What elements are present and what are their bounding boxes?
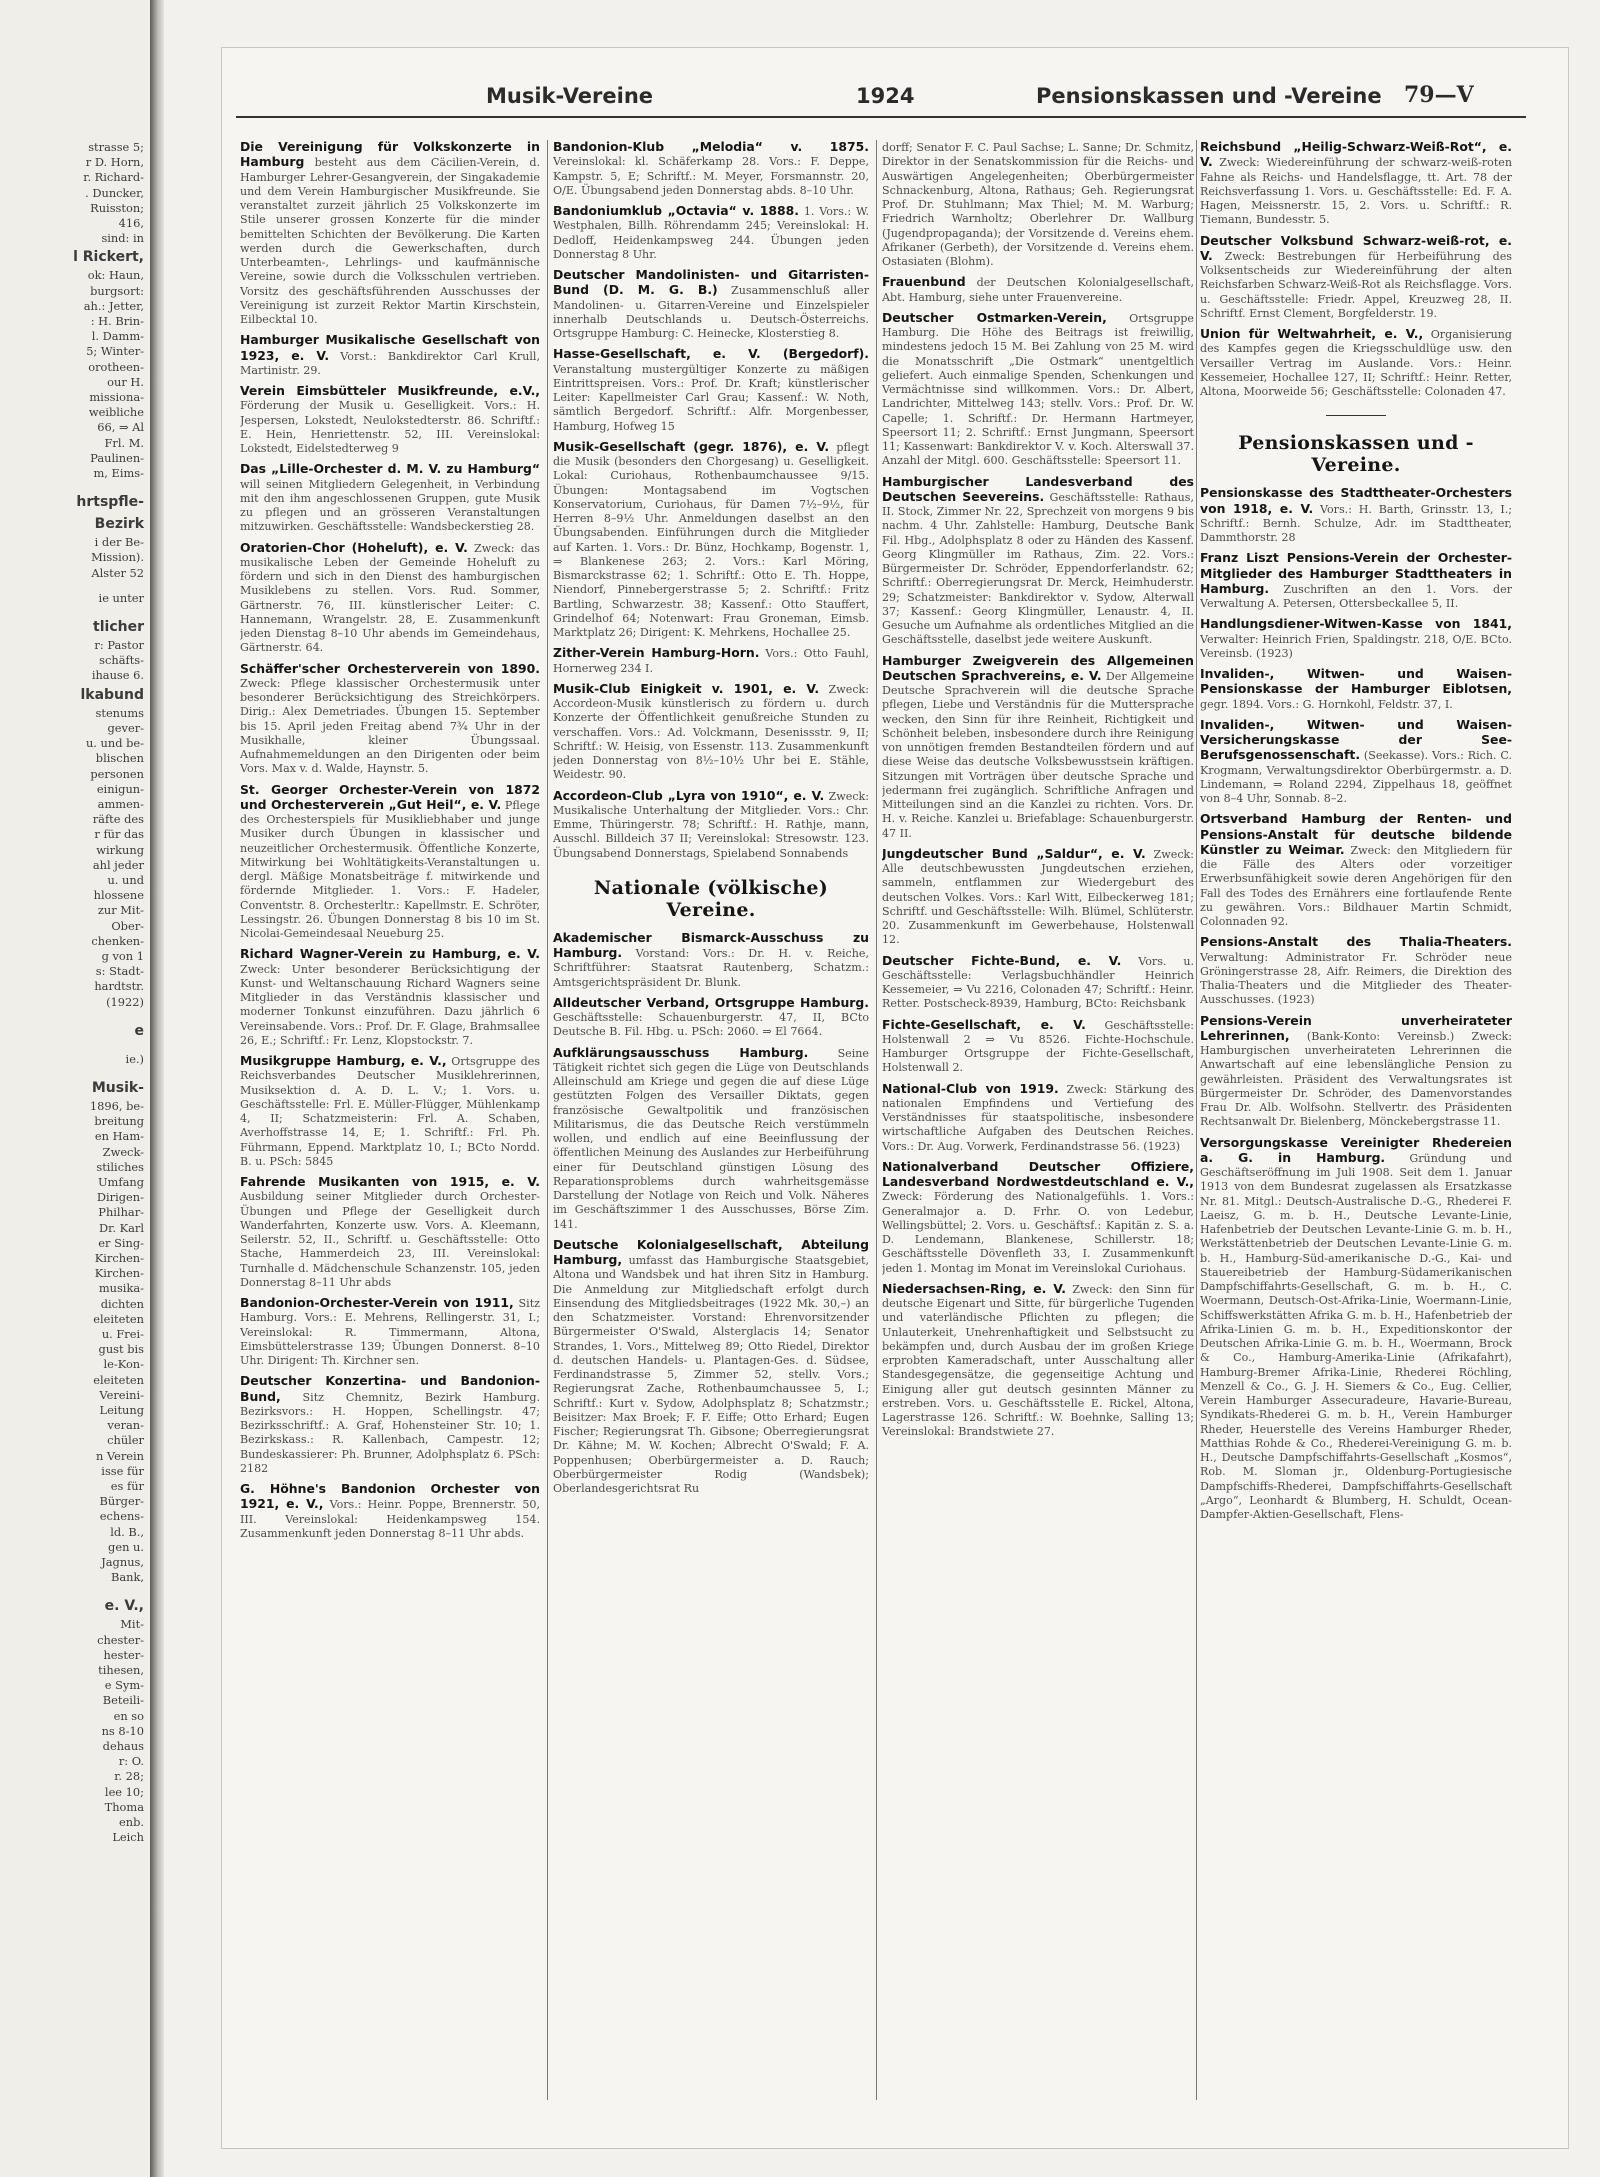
stub-line: hardtstr. <box>94 979 144 994</box>
entry-text: Zweck: Pflege klassischer Orchestermusik unter besonderer Berücksichtigung des Streichkörpers. Dirig.: Alex Demetriades. Übungen 15. September bis 15. April jeden Freitag abend 7¾ Uhr in der Musikhalle, kleiner Übungssaal. Aufnahmemeldungen an den Dirigenten oder beim Vors. Max v. d. Walde, Haynstr. 5. <box>240 676 540 776</box>
entry-text: Zweck: Stärkung des nationalen Empfindens und Vertiefung des Verständnisses für staatspolitische, insbesondere wirtschaftliche Aufgaben des Deutschen Reiches. Vors.: Dr. Aug. Vorwerk, Ferdinandstrasse 56. (1923) <box>882 1082 1194 1153</box>
stub-line: (1922) <box>106 994 144 1009</box>
directory-entry <box>1200 935 1512 1007</box>
directory-entry <box>882 1018 1194 1076</box>
stub-line: s: Stadt- <box>95 964 144 979</box>
section-ornament <box>1326 415 1386 416</box>
entry-text: Organisierung des Kampfes gegen die Kriegsschuldlüge usw. den Versailler Vertrag im Auslande. Vors.: Heinr. Kessemeier, Hochallee 127, II; Schriftf.: Heinr. Retter, Altona, Moorweide 56; Geschäftsstelle: Colonaden 47. <box>1200 328 1512 398</box>
stub-line: Thoma <box>104 1799 144 1814</box>
directory-entry <box>882 1160 1194 1276</box>
entry-text: gegr. 1894. Vors.: G. Hornkohl, Feldstr. 37, I. <box>1200 697 1453 711</box>
entry-heading: Fahrende Musikanten von 1915, e. V. <box>240 1174 540 1189</box>
header-right: Pensionskassen und -Vereine <box>1036 84 1382 108</box>
column-rule <box>547 140 548 2100</box>
entry-heading: Richard Wagner-Verein zu Hamburg, e. V. <box>240 946 540 962</box>
header-left: Musik-Vereine <box>486 84 654 108</box>
stub-line: u. und be- <box>85 736 144 751</box>
directory-entry <box>553 440 869 641</box>
stub-line: weibliche <box>88 405 144 420</box>
entry-text: Vorstand: Vors.: Dr. H. v. Reiche, Schriftführer: Staatsrat Rautenberg, Schatzm.: Amtsgerichtspräsident Dr. Blunk. <box>553 947 869 989</box>
stub-line: schäfts- <box>99 653 144 668</box>
directory-entry <box>553 1238 869 1497</box>
page-number: 79—V <box>1404 82 1474 108</box>
stub-line: er Sing- <box>98 1235 144 1250</box>
entry-heading: Akademischer Bismarck-Ausschuss zu Hamburg. <box>553 929 869 960</box>
stub-line <box>4 1010 144 1020</box>
stub-line: dehaus <box>102 1739 144 1754</box>
directory-entry <box>553 268 869 341</box>
entry-text: Zweck: Musikalische Unterhaltung der Mitglieder. Vors.: Chr. Emme, Thüringerstr. 78; Schriftf.: H. Rathje, mann, Ausschl. Billdeich 37 II; Vereinslokal: Stresowstr. 123. Übungsabend Donnerstags, Spielabend Sonnabends <box>553 789 869 860</box>
stub-line: Dirigen- <box>96 1190 144 1205</box>
stub-line: hester- <box>103 1647 144 1662</box>
entry-heading: Deutscher Fichte-Bund, e. V. <box>882 952 1122 968</box>
stub-line: Dr. Karl <box>99 1220 144 1235</box>
stub-line: en Ham- <box>94 1129 144 1144</box>
adjacent-page-text <box>4 140 144 1846</box>
entry-heading: Deutscher Mandolinisten- und Gitarristen-Bund (D. M. G. B.) <box>553 267 869 298</box>
stub-line: ihause 6. <box>91 668 144 683</box>
entry-text: Vors. u. Geschäftsstelle: Verlagsbuchhändler Heinrich Kessemeier, ⇒ Vu 2216, Colonaden 47; Schriftf.: Heinr. Retter. Postscheck-8939, Hamburg, BCto: Reichsbank <box>882 954 1194 1011</box>
entry-text: Zweck: das musikalische Leben der Gemeinde Hoheluft zu fördern und sich in den Dienst des hamburgischen Musiklebens zu stellen. Vors. Rud. Sommer, Gärtnerstr. 76, III. künstlerischer Leiter: C. Hannemann, Wrangelstr. 28, E. Zusammenkunft jeden Dienstag 8–10 Uhr abends im Gemeindehaus, Gärtnerstr. 64. <box>240 541 540 655</box>
directory-entry <box>553 347 869 434</box>
column-rule <box>1196 140 1197 2100</box>
column-3 <box>882 140 1194 2100</box>
entry-text: Zweck: Förderung des Nationalgefühls. 1. Vors.: Generalmajor a. D. Frhr. O. von Ledebur, Wellingsbüttel; 2. Vors. u. Geschäftsf.: Kapitän z. S. a. D. Lendemann, Blankenese, Schillerstr. 18; Geschäftsstelle Dövenfleth 33, I. Zusammenkunft jeden 1. Montag im Monat im Vereinslokal Curiohaus. <box>882 1190 1194 1275</box>
entry-text: Sitz Hamburg. Vors.: E. Mehrens, Rellingerstr. 31, I.; Vereinslokal: R. Timmermann, Altona, Eimsbüttelerstrasse 139; Übungen Donnerst. 8–10 Uhr. Dirigent: Th. Kirchner sen. <box>240 1297 540 1367</box>
stub-line: Leitung <box>99 1403 144 1418</box>
directory-entry <box>882 954 1194 1012</box>
stub-line: zur Mit- <box>97 903 144 918</box>
adjacent-page-stub <box>0 0 150 2177</box>
directory-entry <box>1200 1136 1512 1523</box>
stub-line: gust bis <box>98 1342 144 1357</box>
stub-line: chester- <box>97 1632 144 1647</box>
stub-line: strasse 5; <box>88 140 144 154</box>
entry-text: Zweck: Bestrebungen für Herbeiführung des Volksentscheids zur Wiedereinführung der alten Reichsfarben Schwarz-Weiß-Rot als Reichsflagge. Vors. u. Geschäftsstelle: Friedr. Appel, Kreuzweg 28, II. Schriftf. Ernst Clement, Borgfelderstr. 19. <box>1200 249 1512 320</box>
stub-line: l Rickert, <box>73 249 144 266</box>
entry-text: Geschäftsstelle: Holstenwall 2 ⇒ Vu 8526. Fichte-Hochschule. Hamburger Ortsgruppe der Fichte-Gesellschaft, Holstenwall 2. <box>882 1018 1194 1075</box>
directory-entry <box>882 847 1194 948</box>
stub-line: tlicher <box>93 619 144 636</box>
stub-line: breitung <box>94 1114 144 1129</box>
stub-line: blischen <box>95 751 144 766</box>
entry-heading: G. Höhne's Bandonion Orchester von 1921, e. V., <box>240 1481 540 1512</box>
directory-entry <box>240 783 540 942</box>
stub-line: wirkung <box>96 842 144 857</box>
stub-line: Bank, <box>110 1570 144 1585</box>
entry-text: dorff; Senator F. C. Paul Sachse; L. Sanne; Dr. Schmitz, Direktor in der Senatskommission für die Reichs- und Auswärtigen Angelegenheiten; Oberbürgermeister Schnackenburg, Altona, Rathaus; Geh. Regierungsrat Prof. Dr. Stuhlmann; Max Thiel; M. M. Warburg; Friedrich Warnholtz; Oberlehrer Dr. Wallburg (Jugendpropaganda); der Vorsitzende d. Vereins ehem. Afrikaner (Gerbeth), der Vorsitzende d. Vereins ehem. Ostasiaten (Blohm). <box>882 141 1194 268</box>
stub-line: u. Frei- <box>101 1327 144 1341</box>
entry-heading: Handlungsdiener-Witwen-Kasse von 1841, <box>1200 616 1512 632</box>
stub-line: u. und <box>107 872 144 887</box>
stub-line: r: O. <box>118 1754 144 1769</box>
stub-line: e <box>134 1022 144 1039</box>
directory-entry <box>1200 140 1512 228</box>
entry-text: Verwalter: Heinrich Frien, Spaldingstr. 218, O/E. BCto. Vereinsb. (1923) <box>1200 632 1512 660</box>
entry-text: Pflege des Orchesterspiels für Musikliebhaber und junge Musiker durch Übungen in klassischer und neuzeitlicher Orchestermusik. Öffentliche Konzerte, Mitwirkung bei Wohltätigkeits-Veranstaltungen u. dergl. Mäßige Monatsbeiträge f. mitwirkende und fördernde Mitglieder. 1. Vors.: F. Hadeler, Conventstr. 8. Orchesterltr.: Kapellmstr. E. Schröter, Lessingstr. 26. Übungen Donnerstag 8 bis 10 im St. Nicolai-Gemeindesaal Neueburg 25. <box>240 798 540 940</box>
directory-entry <box>1200 812 1512 929</box>
entry-text: Zuschriften an den 1. Vors. der Verwaltung A. Petersen, Ottersbeckallee 5, II. <box>1200 582 1512 610</box>
entry-text: Zweck: Accordeon-Musik künstlerisch zu fördern u. durch Konzerte der Öffentlichkeit genußreiche Stunden zu verschaffen. Vors.: Ad. Volckmann, Desenissstr. 9, II; Schriftf.: W. Heisig, von Essenstr. 113. Zusammenkunft jeden Donnerstag von 8½–10½ Uhr bei E. Stähle, Weidestr. 90. <box>553 682 869 782</box>
directory-entry <box>240 1175 540 1290</box>
stub-line: eleiteten <box>93 1372 144 1387</box>
entry-text: Vorst.: Bankdirektor Carl Krull, Martinistr. 29. <box>240 349 540 377</box>
stub-line: en so <box>113 1708 144 1723</box>
stub-line: hrtspfle- <box>76 494 144 511</box>
entry-text: (Seekasse). Vors.: Rich. C. Krogmann, Verwaltungsdirektor Oberbürgermstr. a. D. Lindemann, ⇒ Roland 2294, Zippelhaus 18, geöffnet von 8–4 Uhr, Sonnab. 8–2. <box>1200 749 1512 805</box>
stub-line <box>4 481 144 491</box>
stub-line: Jagnus, <box>101 1555 144 1570</box>
stub-line: Mission). <box>91 550 144 565</box>
stub-line: missiona- <box>89 390 144 405</box>
directory-entry <box>882 475 1194 648</box>
entry-text: Zweck: Alle deutschbewussten Jungdeutschen erziehen, sammeln, entflammen zur Wiedergeburt des deutschen Volkes. Vors.: Karl Witt, Eilbeckerweg 181; Schriftf. und Geschäftsstelle: Wilh. Blümel, Schlüterstr. 20. Zusammenkunft im Gewerbehause, Holstenwall 12. <box>882 847 1194 947</box>
stub-line: ns 8-10 <box>101 1723 144 1738</box>
entry-heading: Bandonion-Klub „Melodia“ v. 1875. <box>553 140 869 154</box>
binding-shadow <box>150 0 164 2177</box>
stub-line: Ober- <box>111 918 144 933</box>
stub-line: hlossene <box>93 888 144 903</box>
entry-heading: Das „Lille-Orchester d. M. V. zu Hamburg“ <box>240 461 540 477</box>
entry-heading: Zither-Verein Hamburg-Horn. <box>553 645 760 661</box>
directory-entry <box>240 462 540 534</box>
entry-heading: Nationalverband Deutscher Offiziere, Landesverband Nordwestdeutschland e. V., <box>882 1158 1194 1189</box>
directory-entry <box>1200 486 1512 545</box>
entry-text: Vors.: H. Barth, Grinsstr. 13, I.; Schriftf.: Bernh. Schulze, Adr. im Stadttheater, Dammthorstr. 28 <box>1200 502 1512 544</box>
directory-entry <box>882 1082 1194 1154</box>
stub-line: Zweck- <box>102 1144 144 1159</box>
entry-heading: Deutscher Volksbund Schwarz-weiß-rot, e. V. <box>1200 232 1512 263</box>
stub-line: stenums <box>95 705 144 720</box>
stub-line: Leich <box>112 1830 144 1845</box>
stub-line: Ruisston; <box>90 200 144 215</box>
entry-text: Zweck: den Mitgliedern für die Fälle des Alters oder vorzeitiger Erwerbsunfähigkeit sowie deren Angehörigen für den Fall des Todes des Ernährers eine fortlaufende Rente zu gewähren. Vors.: Bildhauer Martin Schmidt, Colonnaden 92. <box>1200 843 1512 928</box>
stub-line: Frl. M. <box>104 435 144 450</box>
stub-line: Bezirk <box>94 516 144 533</box>
stub-line: 1896, be- <box>89 1098 144 1113</box>
stub-line: sind: in <box>101 231 144 246</box>
entry-heading: Versorgungskasse Vereinigter Rhedereien a. G. in Hamburg. <box>1200 1134 1512 1165</box>
entry-heading: Musik-Gesellschaft (gegr. 1876), e. V. <box>553 438 830 454</box>
entry-heading: Fichte-Gesellschaft, e. V. <box>882 1016 1086 1032</box>
entry-text: Seine Tätigkeit richtet sich gegen die Lüge von Deutschlands Alleinschuld am Kriege und gegen die auf diese Lüge gestützten Folgen des Versailler Diktats, gegen französische Gewaltpolitik und französischen Militarismus, die das Deutsche Reich verstümmeln wollen, und endlich auf eine Beeinflussung der öffentlichen Meinung des Auslandes zur Herbeiführung einer für Deutschland günstigen Lösung des Reparationsproblems durch wahrheitsgemässe Darstellung der Notlage von Reich und Volk. Näheres im Geschäftszimmer 1 des Ausschusses, Börse Zim. 141. <box>553 1046 869 1231</box>
entry-text: Zweck: den Sinn für deutsche Eigenart und Sitte, für bürgerliche Tugenden und vaterländische Pflichten zu pflegen; die Unlauterkeit, Unehrenhaftigkeit und Selbstsucht zu bekämpfen und, durch Ausbau der im großen Kriege erprobten Kameradschaft, unter Ausschaltung aller Standesgegensätze, die gegenseitige Achtung und Einigung aller gut deutsch gesinnten Männer zu erstreben. Vors. u. Geschäftsstelle E. Rickel, Altona, Lagerstrasse 126. Schriftf.: W. Boehnke, Salling 13; Vereinslokal: Brandstwiete 27. <box>882 1282 1194 1439</box>
stub-line: isse für <box>101 1463 144 1478</box>
stub-line: m, Eims- <box>93 466 144 481</box>
directory-entry <box>240 947 540 1048</box>
stub-line: gen u. <box>108 1539 144 1554</box>
directory-entry <box>553 789 869 861</box>
stub-line: i der Be- <box>94 535 144 550</box>
directory-entry <box>1200 718 1512 807</box>
entry-text: Ausbildung seiner Mitglieder durch Orchester-Übungen und Pflege der Geselligkeit durch Wanderfahrten, Konzerte usw. Vors. A. Kleemann, Seilerstr. 52, II., Schriftf. u. Geschäftsstelle: Otto Stache, Hammerdeich 23, III. Vereinslokal: Turnhalle d. Mädchenschule Schanzenstr. 105, jeden Donnerstag 8–11 Uhr abds <box>240 1190 540 1289</box>
stub-line: chüler <box>107 1433 144 1448</box>
entry-text: (Bank-Konto: Vereinsb.) Zweck: Hamburgischen unverheirateten Lehrerinnen die Anwartschaft auf eine lebenslängliche Pension zu gewährleisten. Präsident des Verwaltungsrates ist Bürgermeister Dr. Schröder, des Damenvorstandes Frau Dr. Alb. Wolfsohn. Stellvertr. des Präsidenten Rechtsanwalt Dr. Bielenberg, Mönckebergstrasse 11. <box>1200 1029 1512 1129</box>
directory-entry <box>553 682 869 783</box>
stub-line <box>4 1067 144 1077</box>
stub-line: Umfang <box>97 1174 144 1189</box>
directory-entry <box>553 140 869 198</box>
stub-line: r: Pastor <box>94 638 144 653</box>
stub-line: ie unter <box>98 590 144 605</box>
stub-line: Philhar- <box>98 1205 144 1220</box>
directory-entry <box>1200 617 1512 661</box>
entry-heading: Deutsche Kolonialgesellschaft, Abteilung Hamburg, <box>553 1236 869 1267</box>
directory-entry <box>553 931 869 990</box>
stub-line: personen <box>90 766 144 781</box>
stub-line: ahl jeder <box>92 857 144 872</box>
stub-line: räfte des <box>92 812 144 827</box>
stub-line <box>4 606 144 616</box>
column-4-pension-entries <box>1200 486 1512 1522</box>
stub-line: . Duncker, <box>85 185 144 200</box>
entry-text: 1. Vors.: W. Westphalen, Billh. Röhrendamm 245; Vereinslokal: H. Dedloff, Heidenkampsweg 244. Übungen jeden Donnerstag 8 Uhr. <box>553 205 869 261</box>
entry-text: Gründung und Geschäftseröffnung im Juli 1908. Seit dem 1. Januar 1913 von dem Bundesrat zugelassen als Ersatzkasse Nr. 81. Mitgl.: Deutsch-Australische D.-G., Rhederei F. Laeisz, G. m. b. H., Deutsche Levante-Linie, Hafenbetrieb der Deutschen Levante-Linie G. m. b. H., Werkstättenbetrieb der Deutschen Levante-Linie G. m. b. H., Hamburg-Süd-amerikanische D.-G., Kai- und Stauereibetrieb der Hamburg-Südamerikanischen Dampfschiffahrts-Gesellschaft, G. m. b. H., C. Woermann, Deutsch-Ost-Afrika-Linie, Woermann-Linie, Schiffswerkstätten Afrika G. m. b. H., Hafenbetrieb der Afrika-Linien G. m. b. H., Expeditionskontor der Deutschen Afrika-Linie G. m. b. H., Woermann, Brock & Co., Hamburg-Amerika-Linie (Afrikafahrt), Hamburg-Bremer Afrika-Linie, Rhederei Röchling, Menzell & Co., G. J. H. Siemers & Co., Eug. Cellier, Verein Hamburger Assecuradeure, Havarie-Bureau, Syndikats-Rhederei G. m. b. H., Verein Hamburger Rheder, Heuerstelle des Vereins Hamburger Rheder, Matthias Rohde & Co., Rhederei-Vereinigung G. m. b. H., Deutsche Dampfschiffahrts-Gesellschaft „Kosmos“, Rob. M. Sloman jr., Oldenburg-Portugiesische Dampfschiffs-Rhederei, Dampfschiffahrts-Gesellschaft „Argo“, Leonhardt & Blumberg, H. Schuldt, Ocean-Dampfer-Aktien-Gesellschaft, Flens- <box>1200 1151 1512 1521</box>
entry-text: Ortsgruppe des Reichsverbandes Deutscher Musiklehrerinnen, Musiksektion d. A. D. L. V.; 1. Vors. u. Geschäftsstelle: Frl. E. Müller-Flügger, Mühlenkamp 4, II; Schatzmeisterin: Frl. A. Schaben, Averhoffstrasse 14, E; 1. Schriftf.: Frl. Ph. Führmann, Eppend. Marktplatz 10, I.; BCto Nordd. B. u. PSch: 5845 <box>240 1055 540 1168</box>
stub-line: veran- <box>107 1418 144 1433</box>
entry-heading: Franz Liszt Pensions-Verein der Orchester-Mitglieder des Hamburger Stadttheaters in Hamburg. <box>1200 550 1512 596</box>
column-4-national-entries <box>1200 140 1512 399</box>
stub-line: orotheen- <box>88 359 144 374</box>
directory-entry <box>240 1482 540 1541</box>
entry-heading: Frauenbund <box>882 274 966 290</box>
entry-heading: Hamburgischer Landesverband des Deutschen Seevereins. <box>882 473 1194 504</box>
column-4 <box>1200 140 1512 2100</box>
column-2-music-entries <box>553 140 869 861</box>
stub-line: our H. <box>107 374 144 389</box>
stub-line: ie.) <box>125 1051 144 1066</box>
entry-text: pflegt die Musik (besonders den Chorgesang) u. Geselligkeit. Lokal: Curiohaus, Rothenbaumchaussee 9/15. Übungen: Montagsabend im Vogtschen Konservatorium, Curiohaus, für Damen 7½–9½, für Herren 8–9½ Uhr. Anmeldungen daselbst an den Übungsabenden. Einführungen durch die Mitglieder auf Karten. 1. Vors.: Dr. Bünz, Hochkamp, Bogenstr. 1, ⇒ Blankenese 263; 2. Vors.: Karl Möring, Bismarckstrasse 62; 1. Schriftf.: Otto E. Th. Hoppe, Niendorf, Pinnebergerstrasse 5; 2. Schriftf.: Fritz Bartling, Schwarzestr. 38; Kassenf.: Otto Stauffert, Grindelhof 64; Notenwart: Frau Groneman, Eimsb. Marktplatz 26; Dirigent: K. Mehrkens, Hochallee 25. <box>553 440 869 639</box>
stub-line: gever- <box>107 720 144 735</box>
stub-line: musika- <box>98 1281 144 1296</box>
entry-heading: Die Vereinigung für Volkskonzerte in Hamburg <box>240 140 540 170</box>
entry-heading: Pensions-Anstalt des Thalia-Theaters. <box>1200 934 1512 950</box>
entry-text: Vereinslokal: kl. Schäferkamp 28. Vors.: F. Deppe, Kampstr. 5, E; Schriftf.: M. Meyer, Forsmannstr. 20, O/E. Übungsabend jeden Donnerstag abds. 8–10 Uhr. <box>553 155 869 197</box>
entry-heading: Reichsbund „Heilig-Schwarz-Weiß-Rot“, e. V. <box>1200 140 1512 170</box>
entry-text: Zweck: Unter besonderer Berücksichtigung der Kunst- und Weltanschauung Richard Wagners seine Mitglieder in das Verständnis klassischer und moderner Tonkunst einzuführen. Dazu jährlich 6 Vereinsabende. Vors.: Prof. Dr. F. Glage, Brahmsallee 26, E.; Schriftf.: Fr. Lenz, Klopstockstr. 7. <box>240 962 540 1047</box>
stub-line: enb. <box>119 1815 144 1830</box>
entry-heading: Hamburger Musikalische Gesellschaft von 1923, e. V. <box>240 332 540 363</box>
entry-heading: Hasse-Gesellschaft, e. V. (Bergedorf). <box>553 346 869 362</box>
entry-heading: National-Club von 1919. <box>882 1080 1059 1096</box>
entry-text: Vors.: Heinr. Poppe, Brennerstr. 50, III. Vereinslokal: Heidenkampsweg 154. Zusammenkunft jeden Donnerstag 8–11 Uhr abds. <box>240 1498 540 1540</box>
entry-heading: Invaliden-, Witwen- und Waisen-Versicherungskasse der See-Berufsgenossenschaft. <box>1200 716 1512 763</box>
directory-entry <box>882 654 1194 841</box>
stub-line: eleiteten <box>93 1311 144 1326</box>
stub-line: stiliches <box>96 1159 144 1174</box>
stub-line: l. Damm- <box>91 329 144 344</box>
stub-line <box>4 581 144 591</box>
directory-entry <box>553 646 869 676</box>
stub-line: es für <box>110 1479 144 1494</box>
entry-text: der Deutschen Kolonialgesellschaft, Abt. Hamburg, siehe unter Frauenvereine. <box>882 276 1194 304</box>
entry-text: Geschäftsstelle: Rathaus, II. Stock, Zimmer Nr. 22, Sprechzeit von morgens 9 bis nachm. 4 Uhr. Zahlstelle: Hamburg, Deutsche Bank Fil. Hbg., Adolphsplatz 8 oder zu Händen des Kassenf. Georg Klingmüller im Rathaus, Zim. 22. Vors.: Bürgermeister Dr. Schröder, Eppendorferlandstr. 62; Schriftf.: Oberregierungsrat Dr. Merck, Heimhuderstr. 29; Schatzmeister: Bankdirektor v. Sydow, Alterwall 37; Kassenf.: Georg Klingmüller, Lenaustr. 4, II. Gesuche um Aufnahme als ordentliches Mitglied an die Geschäftsstelle, daselbst jede weitere Auskunft. <box>882 490 1194 647</box>
stub-line: Alster 52 <box>91 565 144 580</box>
stub-line: 416, <box>118 216 144 231</box>
stub-line: lee 10; <box>104 1784 144 1799</box>
section-title-pension: Pensionskassen und -Vereine. <box>1238 432 1474 477</box>
entry-heading: Jungdeutscher Bund „Saldur“, e. V. <box>882 845 1146 861</box>
stub-line: n Verein <box>95 1448 144 1463</box>
entry-heading: Verein Eimsbütteler Musikfreunde, e.V., <box>240 383 540 398</box>
stub-line <box>4 1042 144 1052</box>
stub-line: : H. Brin- <box>90 314 144 329</box>
directory-entry <box>882 140 1194 269</box>
stub-line: ammen- <box>97 796 144 811</box>
stub-line: Kirchen- <box>94 1250 144 1265</box>
entry-heading: Bandoniumklub „Octavia“ v. 1888. <box>553 203 799 218</box>
entry-text: umfasst das Hamburgische Staatsgebiet, Altona und Wandsbek und hat ihren Sitz in Hamburg. Die Anmeldung zur Mitgliedschaft erfolgt durch Einsendung des Mitgliedsbeitrages (1922 Mk. 30,–) an den Schatzmeister. Vorstand: Ehrenvorsitzender Bürgermeister O'Swald, Alsterglacis 14; Senator Strandes, 1. Vors., Mittelweg 89; Otto Riedel, Direktor d. deutschen Handels- u. Plantagen-Ges. d. Südsee, Ferdinandstrasse 5, Zimmer 52, stellv. Vors.; Regierungsrat Zache, Rothenbaumchaussee 5, I.; Schriftf.: Kurt v. Sydow, Adolphsplatz 8; Schatzmstr.; Beisitzer: Max Broek; F. F. Eiffe; Otto Erhard; Eugen Fischer; Regierungsrat Th. Gibsone; Oberregierungsrat Dr. Kähne; M. W. Kochen; Albrecht O'Swald; F. A. Poppenhusen; Oberbürgermeister a. D. Rauch; Oberbürgermeister Rodig (Wandsbek); Oberlandesgerichtsrat Ru <box>553 1254 869 1495</box>
stub-line: e. V., <box>104 1598 144 1615</box>
directory-entry <box>553 204 869 262</box>
entry-text: Sitz Chemnitz, Bezirk Hamburg. Bezirksvors.: H. Hoppen, Schellingstr. 47; Bezirksschriftf.: A. Graf, Hohensteiner Str. 10; 1. Bezirkskass.: R. Kallenbach, Campestr. 12; Bundeskassierer: Ph. Brunner, Adolphsplatz 6. PSch: 2182 <box>240 1390 540 1475</box>
entry-heading: Ortsverband Hamburg der Renten- und Pensions-Anstalt für deutsche bildende Künstler zu Weimar. <box>1200 811 1512 857</box>
directory-entry <box>882 311 1194 469</box>
running-header <box>236 80 1526 118</box>
stub-line: Paulinen- <box>90 450 144 465</box>
directory-entry <box>240 541 540 656</box>
entry-text: Ortsgruppe Hamburg. Die Höhe des Beitrags ist freiwillig, mindestens jedoch 15 M. Bei Zahlung von 25 M. wird die Monatsschrift „Die Ostmark“ unentgeltlich geliefert. Auch einmalige Spenden, Schenkungen und Vermächtnisse sind willkommen. Vors.: Dr. Albert, Landrichter, Mittelweg 143; stellv. Vors.: Prof. Dr. W. Capelle; 1. Schriftf.: Dr. Hermann Hartmeyer, Speersort 11; 2. Schriftf.: Ernst Jungmann, Speersort 11; Kassenwart: Bankdirektor V. v. Koch. Alterswall 37. Anzahl der Mitgl. 600. Geschäftsstelle: Speersort 11. <box>882 311 1194 468</box>
directory-entry <box>553 1046 869 1232</box>
header-year: 1924 <box>856 84 915 108</box>
entry-text: Verwaltung: Administrator Fr. Schröder neue Gröningerstrasse 28, Aifr. Reimers, die Direktion des Thalia-Theaters und die Mitglieder des Theater-Ausschusses. (1923) <box>1200 950 1512 1007</box>
entry-text: Zusammenschluß aller Mandolinen- u. Gitarren-Vereine und Einzelspieler innerhalb Deutschlands u. Deutsch-Österreichs. Ortsgruppe Hamburg: C. Heinecke, Klosterstieg 8. <box>553 284 869 340</box>
entry-heading: Accordeon-Club „Lyra von 1910“, e. V. <box>553 787 825 803</box>
entry-text: Zweck: Wiedereinführung der schwarz-weiß-roten Fahne als Reichs- und Handelsflagge, tt. Art. 78 der Reichsverfassung 1. Vors. u. Geschäftsstelle: Ed. F. A. Hagen, Meissnerstr. 15, 2. Vors. u. Schriftf.: R. Tiemann, Bundesstr. 5. <box>1200 156 1512 227</box>
entry-text: Der Allgemeine Deutsche Sprachverein will die deutsche Sprache pflegen, Liebe und Verständnis für die Muttersprache wecken, den Sinn für ihre Reinheit, Richtigkeit und Schönheit beleben, insbesondere durch ihre Reinigung von unnötigen fremden Bestandteilen fördern und auf diese Weise das deutsche Volksbewusstsein kräftigen. Sitzungen mit Vorträgen über deutsche Sprache und jedermann frei zugänglich. Schriftliche Anfragen und Mitteilungen sind an die Kanzlei zu richten. Vors. Dr. H. v. Reiche. Kanzlei u. Briefablage: Schauenburgerstr. 47 II. <box>882 669 1194 840</box>
stub-line: 66, ⇒ Al <box>97 420 144 435</box>
stub-line: dichten <box>100 1296 144 1311</box>
entry-heading: Deutscher Ostmarken-Verein, <box>882 309 1107 325</box>
stub-line: Vereini- <box>99 1387 144 1402</box>
directory-entry <box>240 333 540 378</box>
stub-line: g von 1 <box>101 948 144 963</box>
entry-heading: Alldeutscher Verband, Ortsgruppe Hamburg. <box>553 994 869 1010</box>
stub-line: lkabund <box>80 686 144 703</box>
stub-line: r. 28; <box>114 1769 144 1784</box>
entry-heading: Invaliden-, Witwen- und Waisen-Pensionskasse der Hamburger Eiblotsen, <box>1200 666 1512 697</box>
entry-heading: Schäffer'scher Orchesterverein von 1890. <box>240 660 540 676</box>
stub-line: Mit- <box>120 1617 144 1632</box>
directory-entry <box>240 140 540 327</box>
stub-line: einigun- <box>96 781 144 796</box>
entry-heading: St. Georger Orchester-Verein von 1872 und Orchesterverein „Gut Heil“, e. V. <box>240 781 540 812</box>
entry-text: Vors.: Otto Fauhl, Hornerweg 234 I. <box>553 647 869 675</box>
stub-line: Musik- <box>91 1079 144 1096</box>
entry-text: will seinen Mitgliedern Gelegenheit, in Verbindung mit den ihm angeschlossenen Gruppen, gute Musik zu pflegen und an grösseren Veranstaltungen mitzuwirken. Geschäftsstelle: Wandsbeckerstieg 28. <box>240 477 540 534</box>
stub-line: chenken- <box>91 933 144 948</box>
column-2 <box>553 140 869 2100</box>
section-title-nationale: Nationale (völkische) Vereine. <box>593 876 829 921</box>
entry-text: Geschäftsstelle: Schauenburgerstr. 47, II, BCto Deutsche B. Fil. Hbg. u. PSch: 2060. ⇒ El 7664. <box>553 1011 869 1039</box>
stub-line: Bürger- <box>99 1494 144 1509</box>
directory-entry <box>882 275 1194 305</box>
stub-line: e Sym- <box>104 1678 144 1693</box>
directory-entry <box>882 1282 1194 1440</box>
directory-entry <box>553 996 869 1040</box>
stub-line: burgsort: <box>90 283 144 298</box>
entry-text: Veranstaltung mustergültiger Konzerte zu mäßigen Eintrittspreisen. Vors.: Prof. Dr. Kraft; künstlerischer Leiter: Kapellmeister Carl Grau; Kassenf.: W. Noth, sämtlich Bergedorf. Schriftf.: Alfr. Morgenbesser, Hamburg, Hofweg 15 <box>553 362 869 433</box>
directory-entry <box>1200 327 1512 399</box>
entry-text: Förderung der Musik u. Geselligkeit. Vors.: H. Jespersen, Lokstedt, Neulokstedterstr. 86. Schriftf.: E. Hein, Henriettenstr. 52, III. Vereinslokal: Lokstedt, Eidelstedterweg 9 <box>240 399 540 455</box>
entry-heading: Hamburger Zweigverein des Allgemeinen Deutschen Sprachvereins, e. V. <box>882 652 1194 683</box>
entry-heading: Union für Weltwahrheit, e. V., <box>1200 326 1424 341</box>
stub-line: Kirchen- <box>94 1266 144 1281</box>
stub-line: ld. B., <box>110 1524 144 1539</box>
entry-heading: Musik-Club Einigkeit v. 1901, e. V. <box>553 680 820 696</box>
directory-entry <box>1200 234 1512 322</box>
directory-entry <box>240 1054 540 1169</box>
stub-line: r für das <box>94 827 144 842</box>
directory-entry <box>240 662 540 777</box>
directory-entry <box>1200 667 1512 712</box>
stub-line: le-Kon- <box>103 1357 144 1372</box>
entry-text: besteht aus dem Cäcilien-Verein, d. Hamburger Lehrer-Gesangverein, der Singakademie und dem Verein Hamburgischer Musikfreunde. Sie veranstaltet zurzeit jährlich 25 Volkskonzerte im Stile unserer grossen Konzerte für die minder bemittelten Schichten der Bevölkerung. Die Karten werden durch die Gewerkschaften, durch Unterbeamten-, Lehrlings- und kaufmännische Vereine, sowie durch die Volksschulen vertrieben. Vorsitz des geschäftsführenden Ausschusses der Vereinigung ist zurzeit Rektor Martin Kirschstein, Eilbecktal 10. <box>240 156 540 326</box>
entry-heading: Deutscher Konzertina- und Bandonion-Bund, <box>240 1373 540 1404</box>
entry-heading: Musikgruppe Hamburg, e. V., <box>240 1053 447 1068</box>
stub-line: echens- <box>99 1509 144 1524</box>
stub-line: tihesen, <box>98 1663 144 1678</box>
stub-line: r D. Horn, <box>85 155 144 170</box>
entry-heading: Bandonion-Orchester-Verein von 1911, <box>240 1295 514 1310</box>
directory-entry <box>240 1374 540 1476</box>
directory-entry <box>240 384 540 456</box>
stub-line: r. Richard- <box>83 170 144 185</box>
column-1 <box>240 140 540 2100</box>
column-rule <box>876 140 877 2100</box>
stub-line: Beteili- <box>102 1693 144 1708</box>
entry-heading: Niedersachsen-Ring, e. V. <box>882 1280 1066 1296</box>
stub-line <box>4 1585 144 1595</box>
stub-line: ah.: Jetter, <box>83 298 144 313</box>
column-2-national-entries <box>553 931 869 1497</box>
directory-entry <box>1200 1014 1512 1130</box>
stub-line: ok: Haun, <box>87 268 144 283</box>
entry-heading: Oratorien-Chor (Hoheluft), e. V. <box>240 539 468 555</box>
entry-heading: Pensions-Verein unverheirateter Lehrerinnen, <box>1200 1012 1512 1043</box>
directory-entry <box>240 1296 540 1368</box>
directory-entry <box>1200 551 1512 611</box>
entry-heading: Aufklärungsausschuss Hamburg. <box>553 1044 809 1060</box>
stub-line: 5; Winter- <box>86 344 144 359</box>
entry-heading: Pensionskasse des Stadttheater-Orchesters von 1918, e. V. <box>1200 485 1512 516</box>
